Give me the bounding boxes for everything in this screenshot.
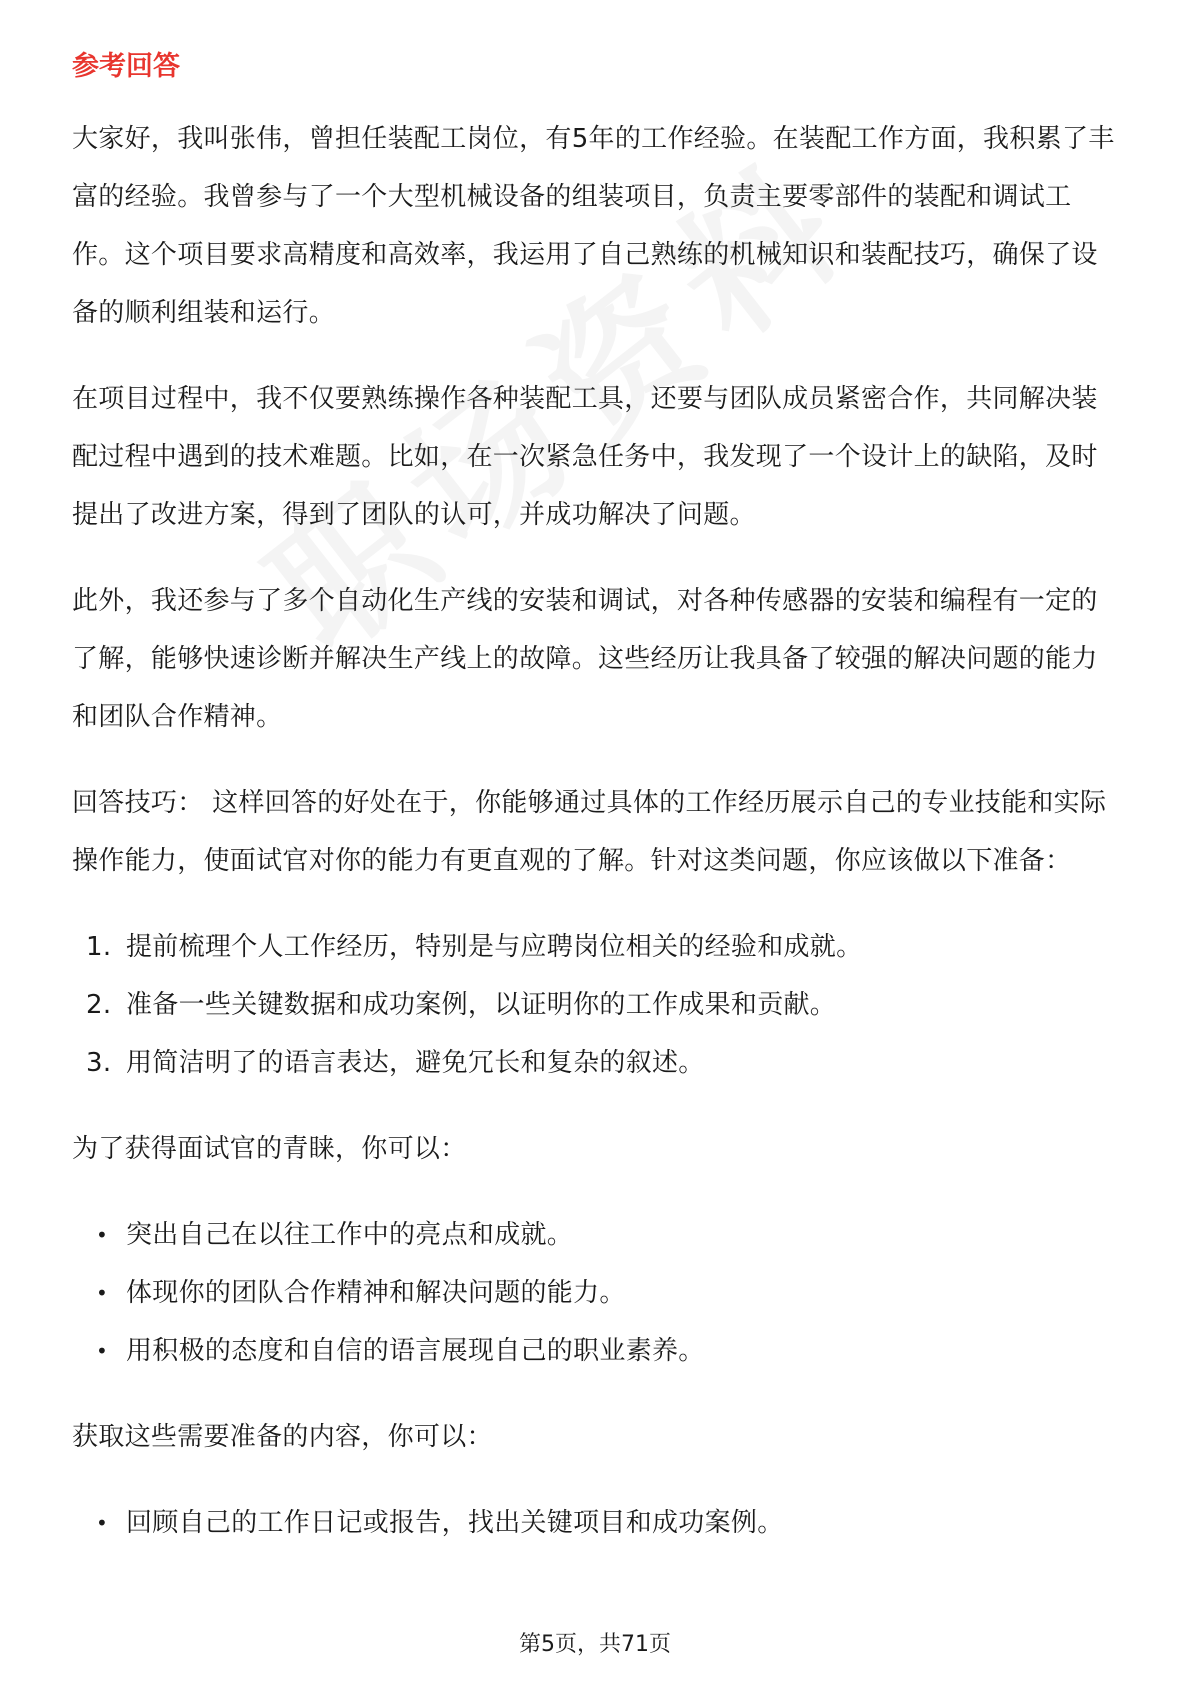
page-number: 第5页，共71页: [519, 1632, 671, 1657]
paragraph-automation: 此外，我还参与了多个自动化生产线的安装和调试，对各种传感器的安装和编程有一定的了解，能够快速诊断并解决生产线上的故障。这些经历让我具备了较强的解决问题的能力和团队合作精神。: [72, 586, 1098, 732]
list-item-text: 提前梳理个人工作经历，特别是与应聘岗位相关的经验和成就。: [126, 932, 863, 962]
list-item: [72, 1264, 1122, 1322]
list-item-text: 体现你的团队合作精神和解决问题的能力。: [126, 1278, 626, 1308]
paragraph-project: 在项目过程中，我不仅要熟练操作各种装配工具，还要与团队成员紧密合作，共同解决装配过程中遇到的技术难题。比如，在一次紧急任务中，我发现了一个设计上的缺陷，及时提出了改进方案，得到了团队的认可，并成功解决了问题。: [72, 384, 1098, 530]
bullet-icon: •: [96, 1281, 109, 1305]
paragraph-tips: 回答技巧： 这样回答的好处在于，你能够通过具体的工作经历展示自己的专业技能和实际操作能力，使面试官对你的能力有更直观的了解。针对这类问题，你应该做以下准备：: [72, 788, 1107, 876]
paragraph-intro: 大家好，我叫张伟，曾担任装配工岗位，有5年的工作经验。在装配工作方面，我积累了丰富的经验。我曾参与了一个大型机械设备的组装项目，负责主要零部件的装配和调试工作。这个项目要求高精度和高效率，我运用了自己熟练的机械知识和装配技巧，确保了设备的顺利组装和运行。: [72, 124, 1115, 328]
list-item-text: 用积极的态度和自信的语言展现自己的职业素养。: [126, 1336, 705, 1366]
paragraph-impress: 为了获得面试官的青睐，你可以：: [72, 1134, 467, 1164]
paragraph-obtain: 获取这些需要准备的内容，你可以：: [72, 1422, 493, 1452]
list-item: [72, 1034, 1122, 1092]
list-item: [72, 1494, 1122, 1552]
list-number: 1.: [86, 932, 112, 962]
impress-list: [72, 1206, 1122, 1380]
document-page: [72, 48, 1122, 1580]
list-item-text: 用简洁明了的语言表达，避免冗长和复杂的叙述。: [126, 1048, 705, 1078]
list-item-text: 准备一些关键数据和成功案例，以证明你的工作成果和贡献。: [126, 990, 837, 1020]
list-item: [72, 918, 1122, 976]
obtain-list: [72, 1494, 1122, 1552]
list-item: [72, 1206, 1122, 1264]
preparation-list: [72, 918, 1122, 1092]
list-item: [72, 1322, 1122, 1380]
bullet-icon: •: [96, 1511, 109, 1535]
list-item: [72, 976, 1122, 1034]
bullet-icon: •: [96, 1339, 109, 1363]
bullet-icon: •: [96, 1223, 109, 1247]
section-title: 参考回答: [72, 51, 180, 82]
list-item-text: 突出自己在以往工作中的亮点和成就。: [126, 1220, 574, 1250]
list-number: 2.: [86, 990, 112, 1020]
list-item-text: 回顾自己的工作日记或报告，找出关键项目和成功案例。: [126, 1508, 784, 1538]
list-number: 3.: [86, 1048, 112, 1078]
